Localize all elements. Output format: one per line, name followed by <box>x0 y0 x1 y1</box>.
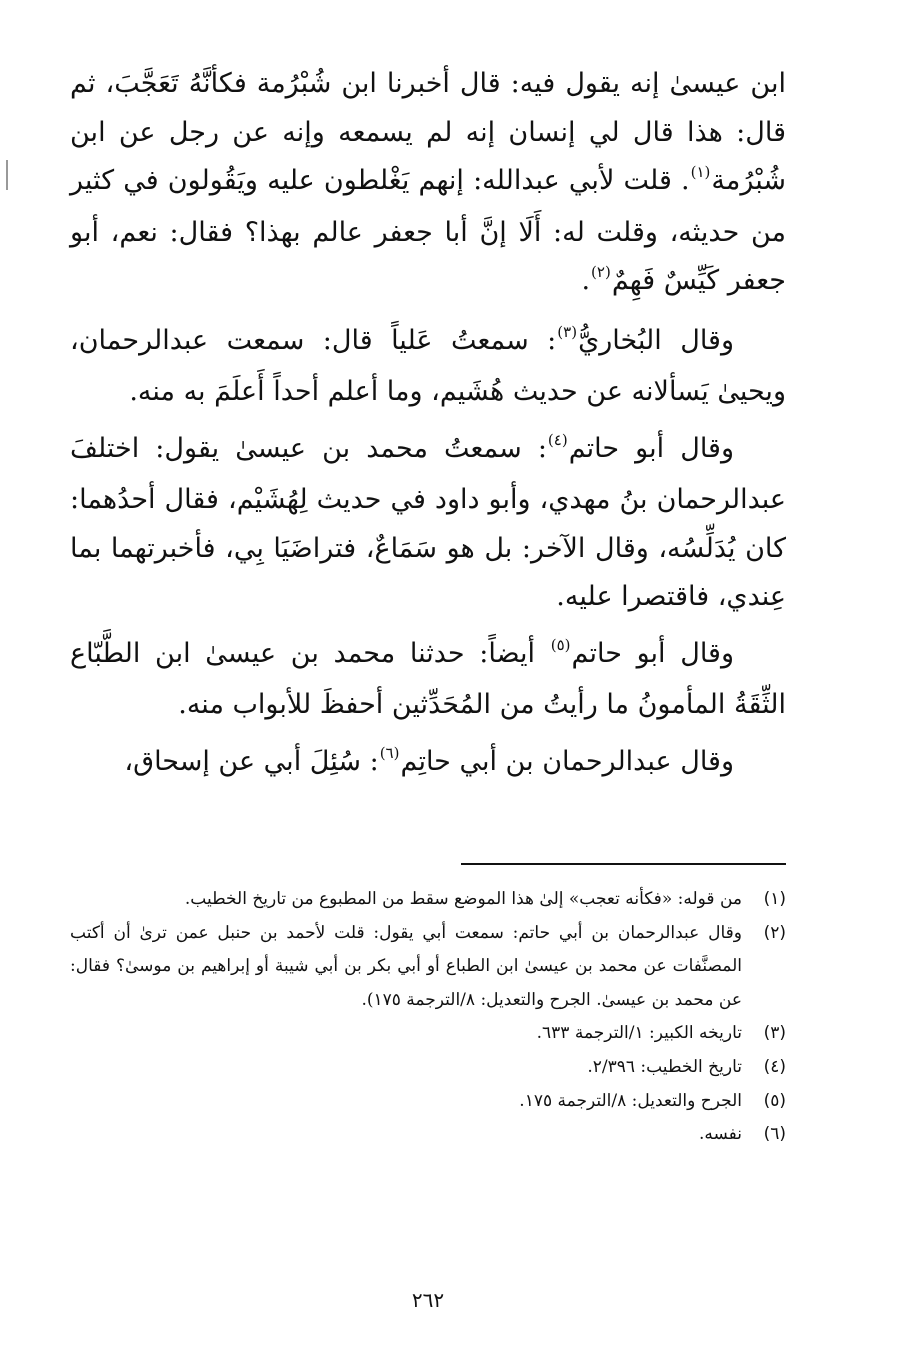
footnote-1 <box>70 883 786 917</box>
footnote-number: (٣) <box>763 1023 786 1044</box>
footnotes <box>70 883 786 1152</box>
margin-mark <box>6 160 8 190</box>
footnote-number: (٤) <box>763 1056 786 1077</box>
footnote-marker: (٥) <box>550 635 571 654</box>
footnote-marker: (٢) <box>591 263 611 281</box>
footnote-marker: (٦) <box>379 743 400 762</box>
footnote-number: (١) <box>763 889 786 909</box>
paragraph-1 <box>70 60 786 309</box>
footnote-3 <box>70 1017 786 1051</box>
footnote-number: (٢) <box>763 922 786 943</box>
paragraph-2 <box>70 317 786 417</box>
footnote-6 <box>70 1118 786 1152</box>
footnote-number: (٥) <box>763 1090 786 1111</box>
paragraph-text: . <box>581 265 591 296</box>
paragraph-text: . قلت لأبي عبدالله: إنهم يَغْلطون عليه ويَقُولون في كثير من حديثه، وقلت له: أَلَا إنَّ أبا جعفر عالم بهذا؟ فقال: نعم، أبو جعفر كَيِّسٌ فَهِمٌ <box>70 165 786 296</box>
footnote-4 <box>70 1051 786 1085</box>
book-page <box>70 60 786 1330</box>
page-number: ٢٦٢ <box>411 1288 445 1312</box>
paragraph-text: وقال أبو حاتم <box>568 432 734 464</box>
footnote-text: تاريخ الخطيب: ٢/٣٩٦. <box>587 1056 742 1077</box>
paragraph-text: : سمعتُ عَلياً قال: سمعت عبدالرحمان، ويحيىٰ يَسألانه عن حديث هُشَيم، وما أعلم أحداً أَعلَمَ به منه. <box>70 324 786 407</box>
footnote-separator <box>461 863 786 865</box>
paragraph-5 <box>70 738 786 790</box>
paragraph-text: وقال أبو حاتم <box>571 637 734 669</box>
paragraph-text: وقال عبدالرحمان بن أبي حاتِم <box>400 745 734 777</box>
paragraph-text: : سمعتُ محمد بن عيسىٰ يقول: اختلفَ عبدالرحمان بنُ مهدي، وأبو داود في حديث لِهُشَيْم، فقال أحدُهما: كان يُدَلِّسُه، وقال الآخر: بل هو سَمَاعٌ، فتراضَيَا بِي، فأخبرتهما بما عِندي، فاقتصرا عليه. <box>70 432 786 612</box>
footnote-text: تاريخه الكبير: ١/الترجمة ٦٣٣. <box>536 1023 742 1044</box>
paragraph-text: أيضاً: حدثنا محمد بن عيسىٰ ابن الطَّبّاع الثِّقَةُ المأمونُ ما رأيتُ من المُحَدِّثين أحفظَ للأبواب منه. <box>70 637 786 720</box>
footnote-marker: (١) <box>690 163 711 181</box>
footnote-2 <box>70 917 786 1018</box>
paragraph-text: : سُئِلَ أبي عن إسحاق، <box>124 745 379 777</box>
footnote-text: الجرح والتعديل: ٨/الترجمة ١٧٥. <box>519 1090 742 1111</box>
footnote-5 <box>70 1085 786 1119</box>
footnote-number: (٦) <box>763 1124 786 1145</box>
footnote-marker: (٤) <box>547 430 568 449</box>
footnote-marker: (٣) <box>557 322 578 341</box>
footnote-text: من قوله: «فكأنه تعجب» إلىٰ هذا الموضع سقط من المطبوع من تاريخ الخطيب. <box>184 889 742 909</box>
main-text <box>70 60 786 789</box>
paragraph-3 <box>70 425 786 622</box>
paragraph-text: وقال البُخاريُّ <box>578 324 735 356</box>
footnote-text: وقال عبدالرحمان بن أبي حاتم: سمعت أبي يقول: قلت لأحمد بن حنبل عمن ترىٰ أن أكتب المصنَّفات عن محمد بن عيسىٰ ابن الطباع أو أبي بكر بن أبي شيبة أو إبراهيم بن موسىٰ؟ فقال: عن محمد بن عيسىٰ. الجرح والتعديل: ٨/الترجمة ١٧٥). <box>70 922 742 1010</box>
paragraph-4 <box>70 630 786 730</box>
footnote-text: نفسه. <box>698 1124 742 1145</box>
paragraph-text: ابن عيسىٰ إنه يقول فيه: قال أخبرنا ابن شُبْرُمة فكأنَّهُ تَعَجَّبَ، ثم قال: هذا قال لي إنسان إنه لم يسمعه وإنه عن رجل عن ابن شُبْرُمة <box>70 68 786 196</box>
